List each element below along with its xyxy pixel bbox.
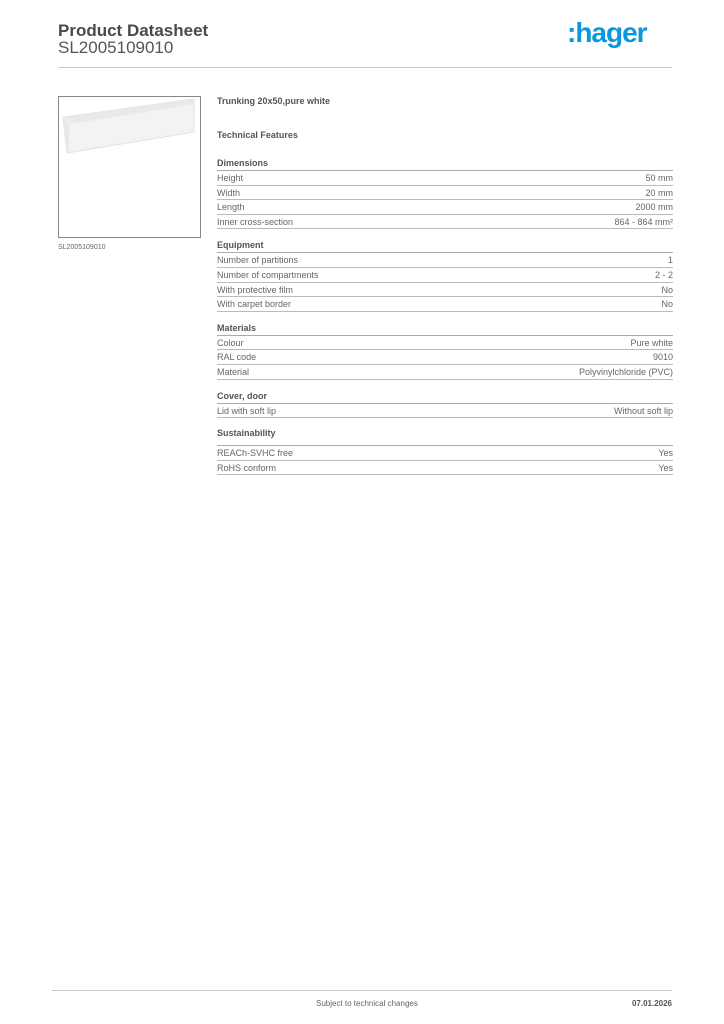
hager-logo: :hager — [567, 17, 647, 48]
spec-value: 50 mm — [645, 173, 673, 183]
spec-row — [217, 283, 673, 298]
spec-label: Number of partitions — [217, 255, 299, 266]
spec-row — [217, 446, 673, 461]
product-image — [58, 96, 201, 238]
section-heading: Sustainability — [217, 427, 673, 446]
spec-row — [217, 461, 673, 476]
spec-value: No — [661, 284, 673, 295]
footer-date: 07.01.2026 — [631, 999, 672, 1008]
spec-label: Number of compartments — [217, 269, 319, 280]
image-caption: SL2005109010 — [58, 244, 106, 251]
section-heading: Dimensions — [217, 156, 673, 171]
spec-label: Material — [217, 366, 250, 377]
spec-label: Width — [217, 187, 241, 198]
spec-label: Lid with soft lip — [217, 405, 277, 416]
spec-section — [217, 389, 673, 419]
spec-value: Pure white — [630, 337, 673, 348]
spec-row — [217, 253, 673, 268]
spec-label: REACh-SVHC free — [217, 448, 294, 459]
spec-value: 2 - 2 — [654, 269, 673, 280]
spec-section — [217, 238, 673, 311]
trunking-illustration — [59, 97, 201, 238]
spec-value: 2000 mm — [635, 202, 673, 213]
spec-row — [217, 297, 673, 312]
spec-value: Polyvinylchloride (PVC) — [578, 366, 673, 377]
spec-value: No — [661, 299, 673, 310]
spec-row — [217, 336, 673, 351]
header-divider — [58, 67, 672, 68]
spec-row — [217, 186, 673, 201]
spec-row — [217, 215, 673, 230]
spec-value: 20 mm — [645, 187, 673, 198]
spec-label: Length — [217, 202, 245, 213]
section-heading: Equipment — [217, 238, 673, 253]
footer-note: Subject to technical changes — [316, 999, 418, 1008]
spec-row — [217, 404, 673, 419]
spec-value: Yes — [658, 462, 673, 473]
product-code: SL2005109010 — [58, 38, 174, 57]
footer-divider — [52, 990, 672, 991]
section-heading: Materials — [217, 321, 673, 336]
spec-value: 1 — [667, 255, 673, 266]
spec-label: RAL code — [217, 352, 257, 363]
spec-label: Height — [217, 173, 244, 183]
section-heading: Cover, door — [217, 389, 673, 404]
spec-value: 9010 — [652, 352, 673, 363]
spec-label: Colour — [217, 337, 244, 348]
spec-row — [217, 268, 673, 283]
spec-row — [217, 200, 673, 215]
spec-label: With protective film — [217, 284, 294, 295]
spec-section — [217, 321, 673, 380]
spec-value: Without soft lip — [613, 405, 673, 416]
product-name: Trunking 20x50,pure white — [217, 96, 331, 106]
spec-section — [217, 427, 673, 475]
spec-value: Yes — [658, 448, 673, 459]
page-title: Product Datasheet — [58, 21, 209, 40]
spec-section — [217, 156, 673, 229]
spec-row — [217, 365, 673, 380]
spec-label: Inner cross-section — [217, 216, 294, 227]
spec-table — [217, 96, 673, 484]
technical-features-heading: Technical Features — [217, 130, 298, 140]
spec-value: 864 - 864 mm² — [614, 216, 673, 227]
spec-label: RoHS conform — [217, 462, 277, 473]
spec-row — [217, 171, 673, 186]
spec-label: With carpet border — [217, 299, 292, 310]
spec-row — [217, 350, 673, 365]
